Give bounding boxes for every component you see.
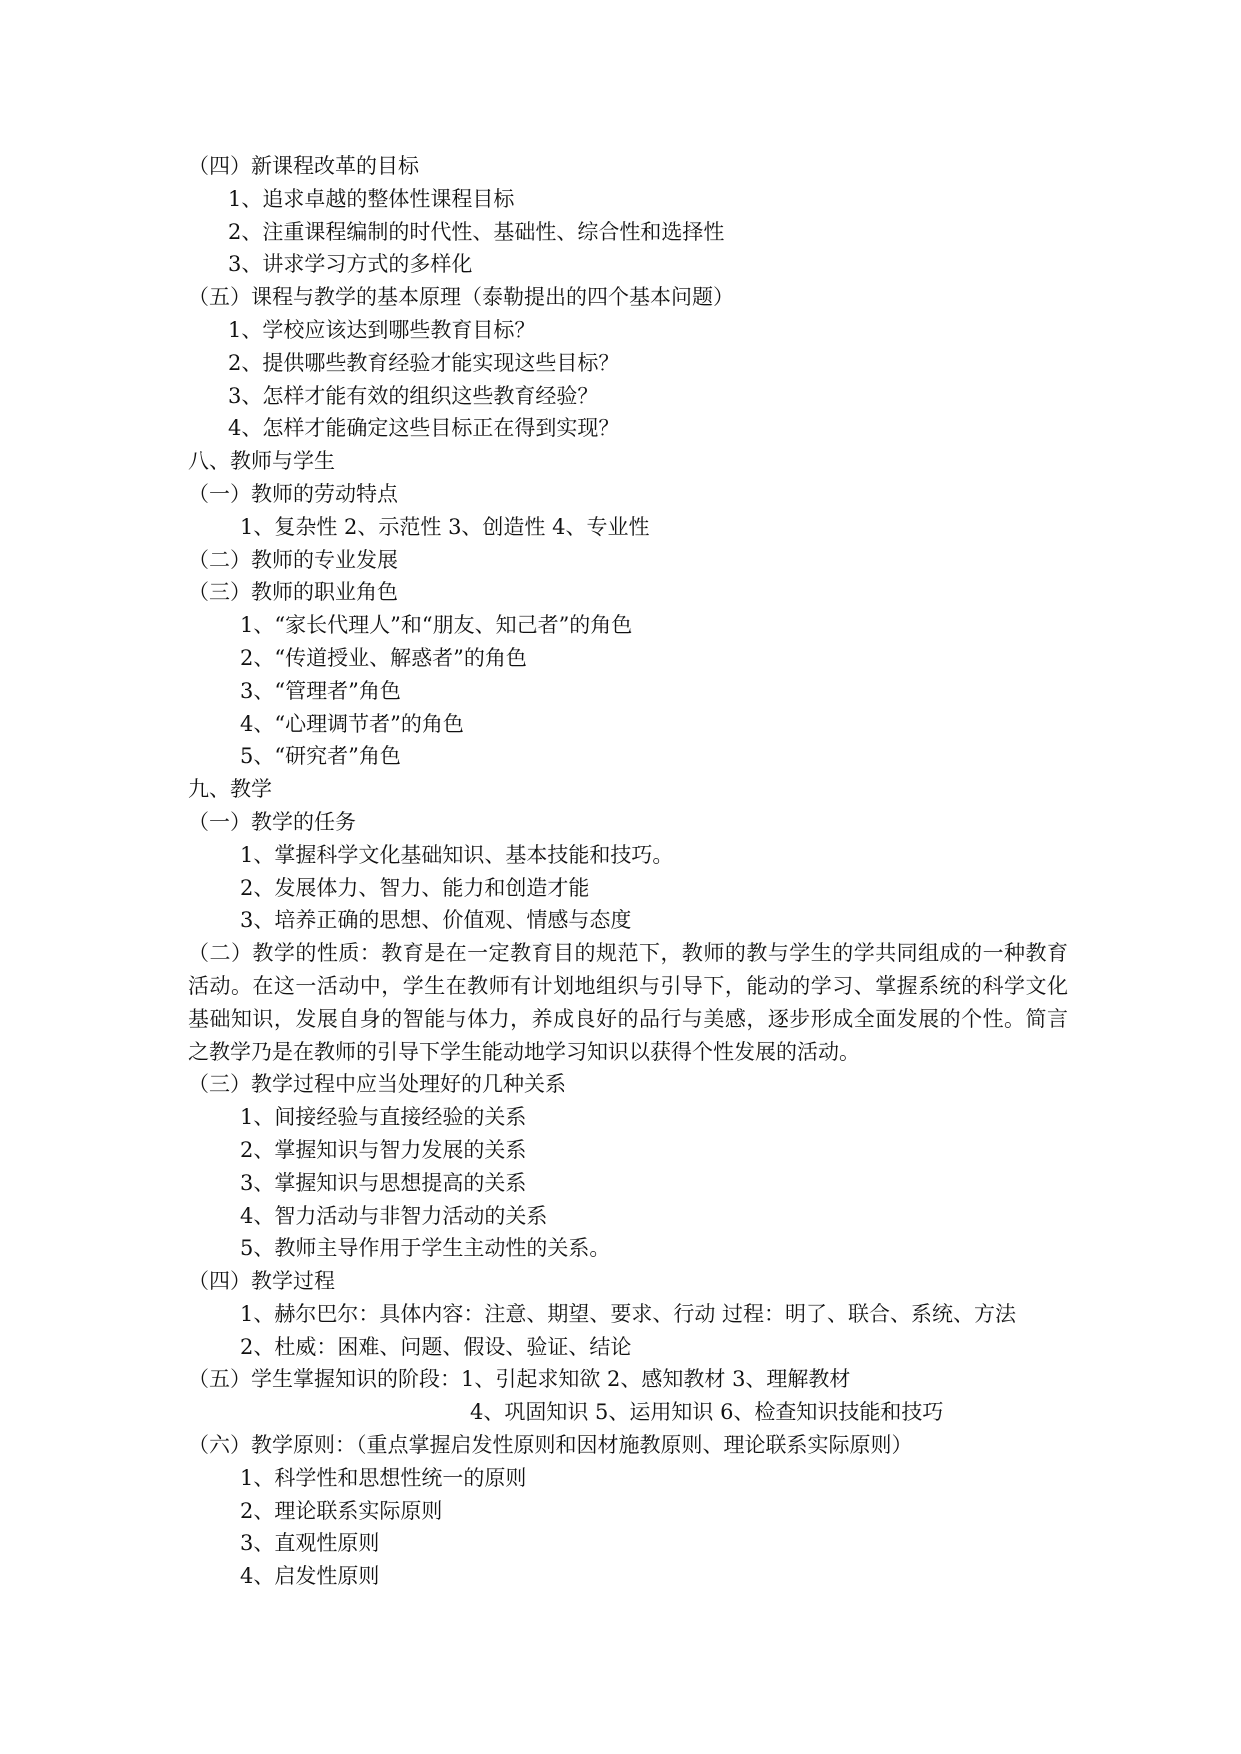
list-item: 3、怎样才能有效的组织这些教育经验？ <box>228 383 599 408</box>
section-heading: （二）教师的专业发展 <box>188 547 398 572</box>
section-heading: 八、教师与学生 <box>188 449 335 474</box>
list-item: 1、复杂性 2、示范性 3、创造性 4、专业性 <box>240 514 650 539</box>
list-item: 1、赫尔巴尔：具体内容：注意、期望、要求、行动 过程：明了、联合、系统、方法 <box>240 1301 1017 1326</box>
list-item: 5、教师主导作用于学生主动性的关系。 <box>240 1236 611 1261</box>
list-item: 2、理论联系实际原则 <box>240 1498 443 1523</box>
body-paragraph: （二）教学的性质：教育是在一定教育目的规范下，教师的教与学生的学共同组成的一种教育活动。在这一活动中，学生在教师有计划地组织与引导下，能动的学习、掌握系统的科学文化基础知识，发展自身的智能与体力，养成良好的品行与美感，逐步形成全面发展的个性。简言之教学乃是在教师的引导下学生能动地学习知识以获得个性发展的活动。 <box>188 941 1068 1064</box>
section-heading: （一）教学的任务 <box>188 809 356 834</box>
list-item: 2、注重课程编制的时代性、基础性、综合性和选择性 <box>228 219 725 244</box>
section-heading: （六）教学原则：（重点掌握启发性原则和因材施教原则、理论联系实际原则） <box>188 1433 913 1458</box>
list-item: 1、“家长代理人”和“朋友、知己者”的角色 <box>240 613 633 638</box>
list-item: 1、追求卓越的整体性课程目标 <box>228 186 515 211</box>
list-item: 1、间接经验与直接经验的关系 <box>240 1105 527 1130</box>
section-heading: （四）教学过程 <box>188 1269 335 1294</box>
list-item: 3、“管理者”角色 <box>240 678 401 703</box>
list-item: 2、杜威：困难、问题、假设、验证、结论 <box>240 1334 632 1359</box>
list-item: 1、掌握科学文化基础知识、基本技能和技巧。 <box>240 842 674 867</box>
list-item: 3、培养正确的思想、价值观、情感与态度 <box>240 908 632 933</box>
section-heading: （五）课程与教学的基本原理（泰勒提出的四个基本问题） <box>188 285 734 310</box>
section-heading: （三）教学过程中应当处理好的几种关系 <box>188 1072 566 1097</box>
list-item: 4、怎样才能确定这些目标正在得到实现？ <box>228 416 620 441</box>
list-item: 3、掌握知识与思想提高的关系 <box>240 1170 527 1195</box>
list-item: 5、“研究者”角色 <box>240 744 401 769</box>
section-heading: 九、教学 <box>188 777 272 802</box>
list-item: 1、学校应该达到哪些教育目标？ <box>228 317 536 342</box>
list-item: 3、讲求学习方式的多样化 <box>228 252 473 277</box>
list-item: 1、科学性和思想性统一的原则 <box>240 1465 527 1490</box>
list-item: 3、直观性原则 <box>240 1531 380 1556</box>
list-item: 4、启发性原则 <box>240 1564 380 1589</box>
list-item: 4、智力活动与非智力活动的关系 <box>240 1203 548 1228</box>
section-heading: （三）教师的职业角色 <box>188 580 398 605</box>
list-item: 2、发展体力、智力、能力和创造才能 <box>240 875 590 900</box>
list-item: 4、巩固知识 5、运用知识 6、检查知识技能和技巧 <box>470 1400 944 1425</box>
document-body <box>188 150 1068 1593</box>
section-heading: （五）学生掌握知识的阶段：1、引起求知欲 2、感知教材 3、理解教材 <box>188 1367 851 1392</box>
list-item: 2、掌握知识与智力发展的关系 <box>240 1137 527 1162</box>
section-heading: （四）新课程改革的目标 <box>188 154 419 178</box>
list-item: 2、“传道授业、解惑者”的角色 <box>240 645 527 670</box>
list-item: 4、“心理调节者”的角色 <box>240 711 464 736</box>
list-item: 2、提供哪些教育经验才能实现这些目标？ <box>228 350 620 375</box>
section-heading: （一）教师的劳动特点 <box>188 481 398 506</box>
